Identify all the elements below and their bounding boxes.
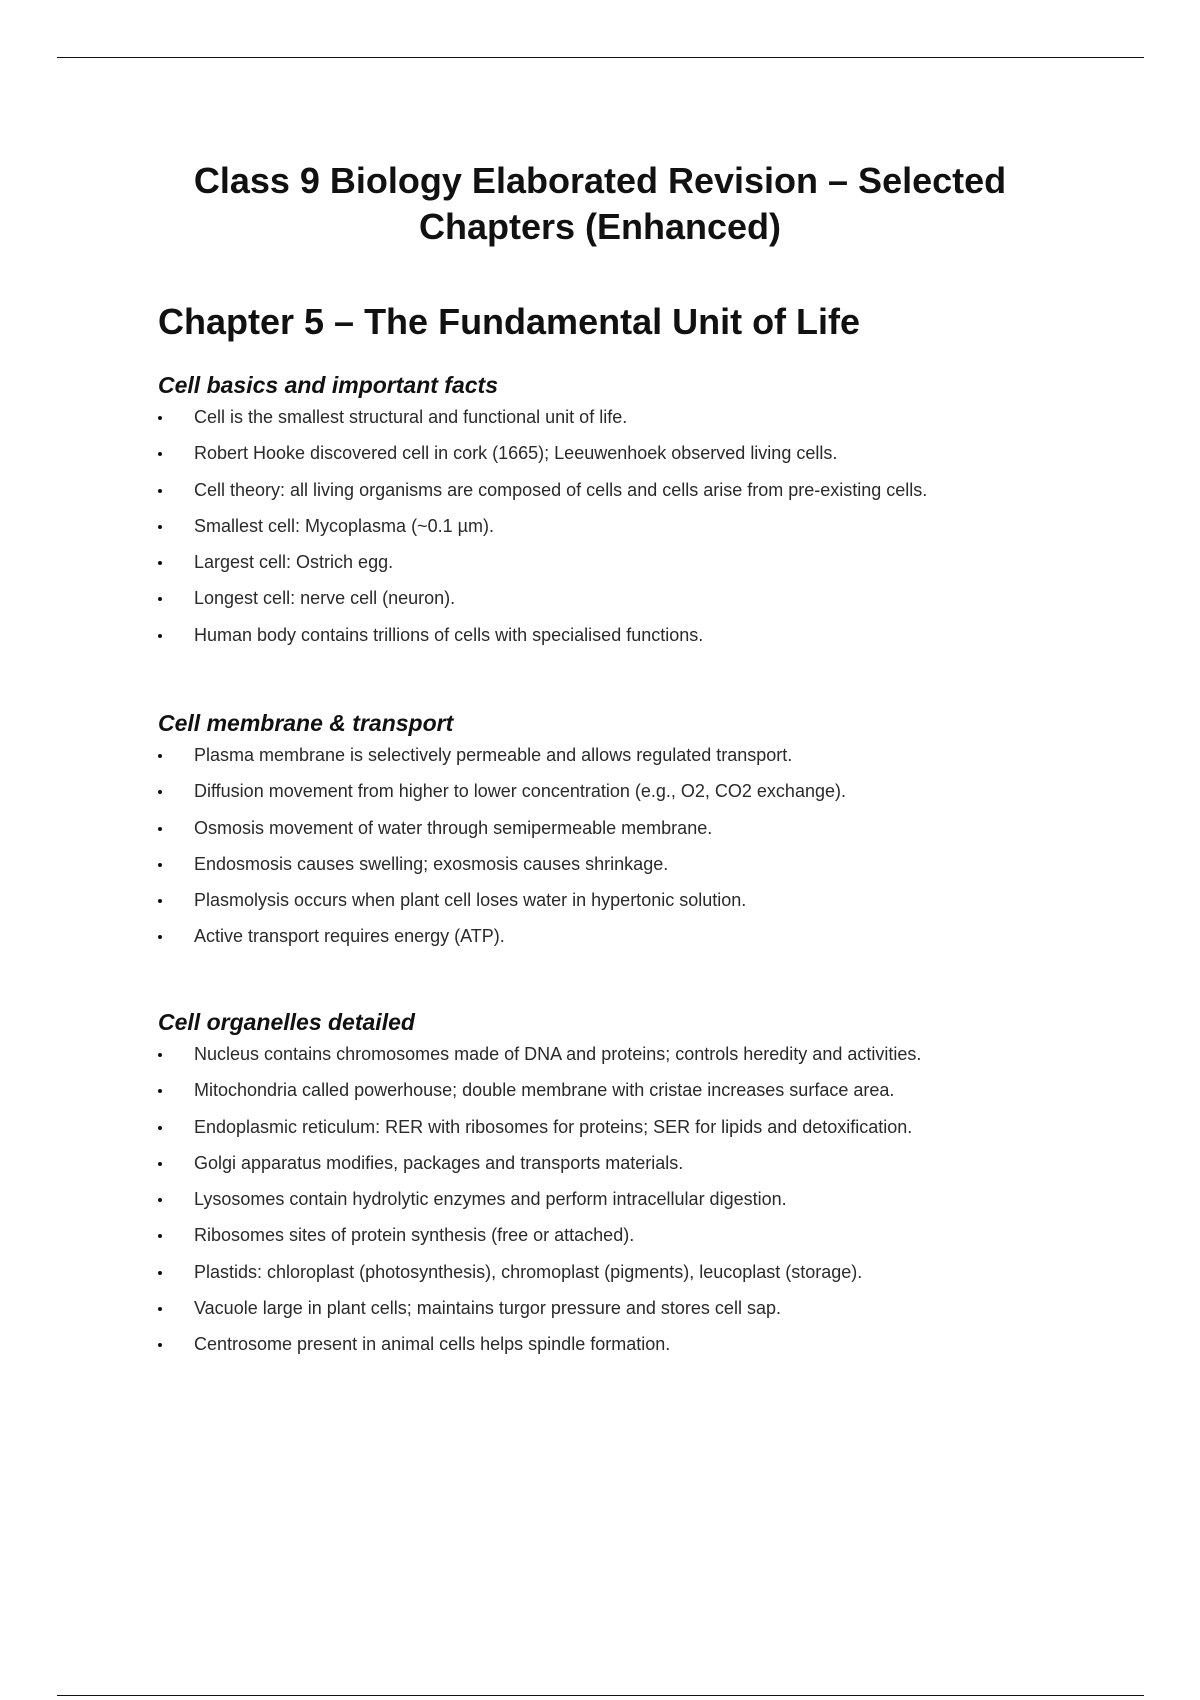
bullet-icon [158,827,162,831]
list-item [158,743,1058,779]
chapter-title: Chapter 5 – The Fundamental Unit of Life [158,301,861,342]
list-item [158,852,1058,888]
bullet-icon [158,597,162,601]
section-heading: Cell organelles detailed [158,1009,415,1035]
list-item [158,816,1058,852]
bullet-icon [158,1089,162,1093]
bullet-icon [158,935,162,939]
list-item-text: Smallest cell: Mycoplasma (~0.1 µm). [194,515,494,536]
bullet-icon [158,1126,162,1130]
list-item-text: Osmosis movement of water through semipermeable membrane. [194,817,713,838]
bullet-icon [158,899,162,903]
bullet-icon [158,1198,162,1202]
list-item [158,888,1058,924]
bullet-icon [158,452,162,456]
list-item-text: Mitochondria called powerhouse; double membrane with cristae increases surface area. [194,1080,895,1101]
list-item [158,1078,1058,1114]
list-item [158,1296,1058,1332]
list-item-text: Plastids: chloroplast (photosynthesis), chromoplast (pigments), leucoplast (storage). [194,1261,863,1282]
bullet-icon [158,754,162,758]
list-item [158,1187,1058,1223]
list-item-text: Cell theory: all living organisms are composed of cells and cells arise from pre-existing cells. [194,479,928,500]
bottom-rule [57,1695,1144,1696]
bullet-icon [158,863,162,867]
bullet-icon [158,1162,162,1166]
list-item [158,478,1058,514]
list-item-text: Golgi apparatus modifies, packages and transports materials. [194,1152,684,1173]
list-item-text: Ribosomes sites of protein synthesis (free or attached). [194,1225,635,1246]
bullet-icon [158,1307,162,1311]
document-title: Class 9 Biology Elaborated Revision – Selected Chapters (Enhanced) [193,160,1007,247]
list-item [158,514,1058,550]
list-item [158,586,1058,622]
section-heading: Cell membrane & transport [158,710,454,736]
bullet-icon [158,489,162,493]
list-item [158,623,1058,659]
bullet-icon [158,1234,162,1238]
list-item [158,405,1058,441]
list-item-text: Endosmosis causes swelling; exosmosis causes shrinkage. [194,853,669,874]
list-item [158,550,1058,586]
list-item-text: Plasma membrane is selectively permeable and allows regulated transport. [194,745,793,765]
list-item [158,441,1058,477]
list-item [158,1115,1058,1151]
section-cell-membrane [158,708,1058,961]
list-item-text: Endoplasmic reticulum: RER with ribosomes for proteins; SER for lipids and detoxification. [194,1116,913,1137]
list-item-text: Centrosome present in animal cells helps spindle formation. [194,1334,671,1355]
list-item-text: Longest cell: nerve cell (neuron). [194,588,456,609]
section-heading: Cell basics and important facts [158,372,498,398]
list-item [158,779,1058,815]
list-item [158,1042,1058,1078]
list-item-text: Plasmolysis occurs when plant cell loses water in hypertonic solution. [194,890,747,911]
bullet-icon [158,416,162,420]
bullet-list [158,743,1058,961]
list-item [158,1223,1058,1259]
bullet-icon [158,1271,162,1275]
list-item [158,1332,1058,1368]
bullet-icon [158,1053,162,1057]
list-item-text: Largest cell: Ostrich egg. [194,552,394,573]
list-item [158,1260,1058,1296]
bullet-list [158,1042,1058,1369]
list-item [158,1151,1058,1187]
list-item-text: Cell is the smallest structural and functional unit of life. [194,407,628,427]
bullet-icon [158,561,162,565]
list-item-text: Diffusion movement from higher to lower concentration (e.g., O2, CO2 exchange). [194,781,846,802]
list-item [158,924,1058,960]
list-item-text: Human body contains trillions of cells with specialised functions. [194,624,704,645]
list-item-text: Robert Hooke discovered cell in cork (1665); Leeuwenhoek observed living cells. [194,443,838,464]
list-item-text: Vacuole large in plant cells; maintains turgor pressure and stores cell sap. [194,1298,781,1319]
section-cell-organelles [158,1007,1058,1369]
bullet-icon [158,525,162,529]
bullet-icon [158,790,162,794]
bullet-icon [158,634,162,638]
list-item-text: Active transport requires energy (ATP). [194,926,505,947]
section-cell-basics [158,370,1058,659]
bullet-icon [158,1343,162,1347]
list-item-text: Nucleus contains chromosomes made of DNA and proteins; controls heredity and activities. [194,1044,922,1064]
top-rule [57,57,1144,58]
list-item-text: Lysosomes contain hydrolytic enzymes and perform intracellular digestion. [194,1189,787,1210]
bullet-list [158,405,1058,659]
